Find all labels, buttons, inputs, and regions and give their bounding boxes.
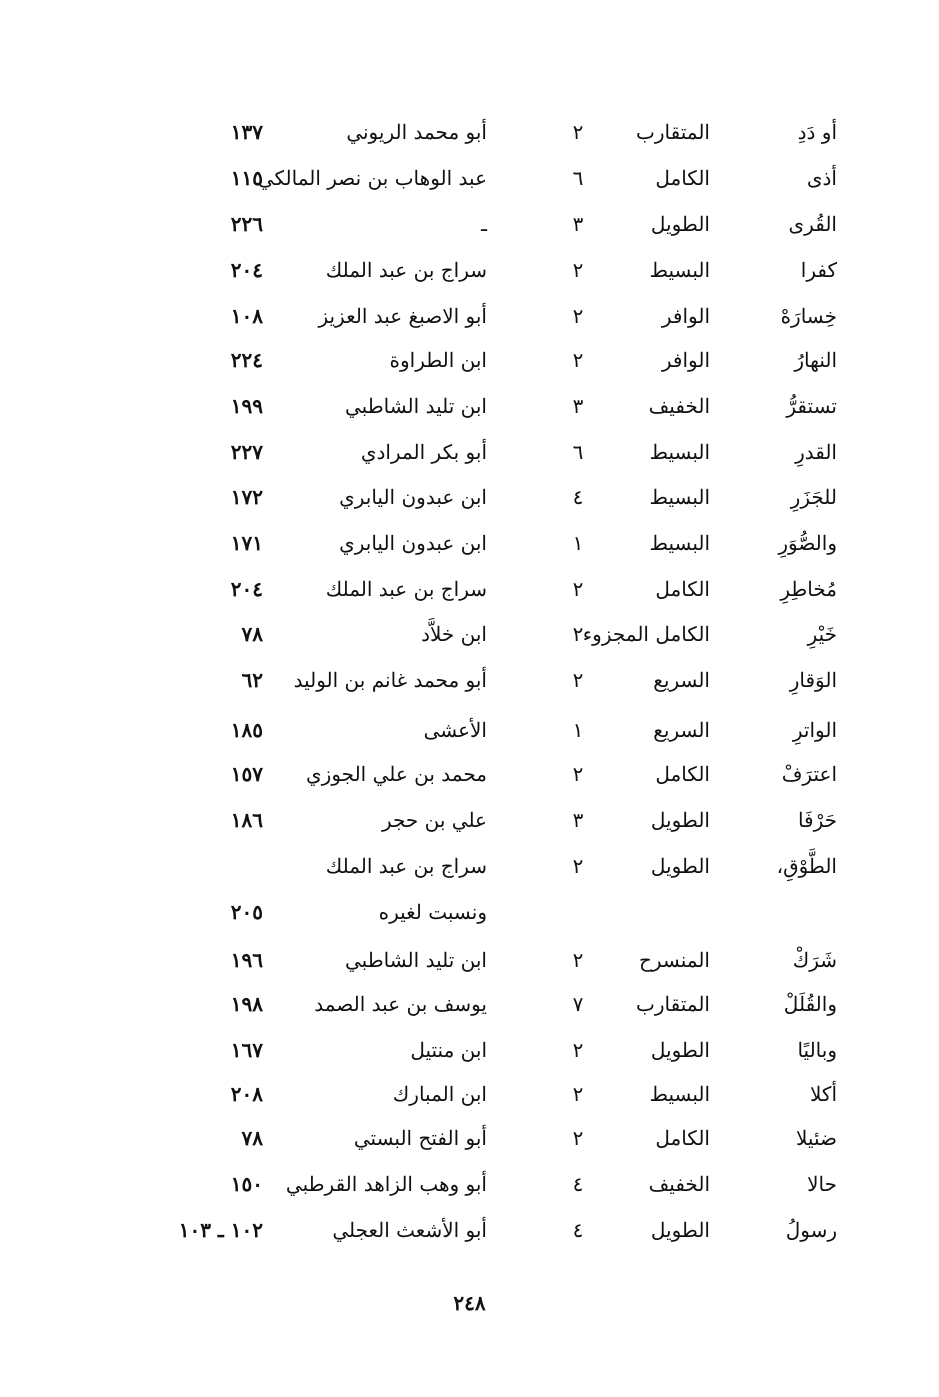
verse-count: ٦ xyxy=(572,166,584,190)
meter-name: البسيط xyxy=(649,440,710,464)
rhyme-word: وباليًا xyxy=(797,1038,837,1062)
meter-name: الكامل المجزوء xyxy=(582,622,710,646)
meter-name: الكامل xyxy=(655,166,710,190)
meter-name: البسيط xyxy=(649,1082,710,1106)
rhyme-word: ضئيلا xyxy=(796,1126,837,1150)
verse-count: ٢ xyxy=(572,948,584,972)
table-row xyxy=(0,710,939,750)
page-number: ٢٤٨ xyxy=(453,1291,486,1315)
meter-name: البسيط xyxy=(649,485,710,509)
meter-name: الكامل xyxy=(655,577,710,601)
table-row xyxy=(0,296,939,336)
verse-count: ٢ xyxy=(572,1038,584,1062)
meter-name: المنسرح xyxy=(638,948,710,972)
verse-count: ٤ xyxy=(572,1218,584,1242)
meter-name: السريع xyxy=(653,668,710,692)
meter-name: الخفيف xyxy=(648,394,710,418)
poet-name: ـ xyxy=(481,212,487,236)
rhyme-word: القُرى xyxy=(788,212,837,236)
table-row xyxy=(0,754,939,794)
rhyme-word: الوَقارِ xyxy=(789,668,837,692)
verse-count: ٢ xyxy=(572,577,584,601)
rhyme-word: حَرْفَا xyxy=(797,808,837,832)
rhyme-word: كفرا xyxy=(800,258,837,282)
page-reference: ١٥٠ xyxy=(230,1172,263,1196)
poet-name: ابن منتيل xyxy=(410,1038,487,1062)
poet-name: أبو محمد الريوني xyxy=(346,120,487,144)
page-reference: ١١٥ xyxy=(230,166,263,190)
verse-count: ٢ xyxy=(572,120,584,144)
poet-name: علي بن حجر xyxy=(381,808,487,832)
verse-count: ٢ xyxy=(572,348,584,372)
rhyme-word: اعترَفْ xyxy=(781,762,837,786)
rhyme-word: النهارُ xyxy=(794,348,837,372)
verse-count: ٢ xyxy=(572,1126,584,1150)
rhyme-word: القدرِ xyxy=(795,440,837,464)
table-row xyxy=(0,569,939,609)
table-row xyxy=(0,386,939,426)
table-row xyxy=(0,340,939,380)
page-reference: ١٧١ xyxy=(230,531,263,555)
rhyme-word: والصُّوَرِ xyxy=(778,531,837,555)
table-row xyxy=(0,250,939,290)
poet-name: محمد بن علي الجوزي xyxy=(306,762,487,786)
meter-name: الخفيف xyxy=(648,1172,710,1196)
poet-name: أبو بكر المرادي xyxy=(360,440,487,464)
page-reference: ٦٢ xyxy=(241,668,263,692)
page-reference: ١٧٢ xyxy=(230,485,263,509)
page-reference: ٢٠٤ xyxy=(230,577,263,601)
page-reference: ١٨٥ xyxy=(230,718,263,742)
page-reference: ٢٢٤ xyxy=(230,348,263,372)
poet-name: ابن عبدون اليابري xyxy=(339,485,487,509)
rhyme-word: الواترِ xyxy=(792,718,837,742)
verse-count: ٣ xyxy=(572,808,584,832)
poet-name: يوسف بن عبد الصمد xyxy=(314,992,487,1016)
rhyme-word: أكلا xyxy=(809,1082,837,1106)
meter-name: الطويل xyxy=(650,854,710,878)
poet-name: ابن خلاَّد xyxy=(421,622,487,646)
page-reference: ١٩٦ xyxy=(230,948,263,972)
verse-count: ٤ xyxy=(572,1172,584,1196)
page-reference: ٢٢٧ xyxy=(230,440,263,464)
rhyme-word: خَيْرِ xyxy=(807,622,837,646)
table-row xyxy=(0,204,939,244)
verse-count: ٣ xyxy=(572,394,584,418)
meter-name: المتقارب xyxy=(636,992,710,1016)
rhyme-word: أو دَدِ xyxy=(797,120,837,144)
page-reference: ٢٢٦ xyxy=(230,212,263,236)
table-row xyxy=(0,984,939,1024)
verse-count: ٤ xyxy=(572,485,584,509)
page-reference: ١٥٧ xyxy=(230,762,263,786)
page-reference: ٢٠٥ xyxy=(230,900,263,924)
page-reference: ١٠٨ xyxy=(230,304,263,328)
poet-name: أبو الفتح البستي xyxy=(353,1126,487,1150)
rhyme-word: والقُلَلْ xyxy=(783,992,837,1016)
verse-count xyxy=(565,892,591,932)
verse-count: ٢ xyxy=(572,1082,584,1106)
meter-name: الطويل xyxy=(650,1038,710,1062)
poet-name: أبو محمد غانم بن الوليد xyxy=(293,668,487,692)
verse-count: ٢ xyxy=(572,304,584,328)
table-row xyxy=(0,523,939,563)
page-reference xyxy=(93,846,263,886)
rhyme-word xyxy=(747,892,837,932)
table-row xyxy=(0,614,939,654)
poet-name: ابن عبدون اليابري xyxy=(339,531,487,555)
poet-name: أبو الأشعث العجلي xyxy=(332,1218,487,1242)
page-reference: ١٣٧ xyxy=(230,120,263,144)
page-reference: ٧٨ xyxy=(241,1126,263,1150)
verse-count: ٦ xyxy=(572,440,584,464)
meter-name: الكامل xyxy=(655,762,710,786)
page-reference: ١٠٢ ـ ١٠٣ xyxy=(178,1218,263,1242)
page-reference: ١٦٧ xyxy=(230,1038,263,1062)
table-row xyxy=(0,1030,939,1070)
table-row xyxy=(0,112,939,152)
table-row xyxy=(0,158,939,198)
verse-count: ٢ xyxy=(572,668,584,692)
poet-name: أبو وهب الزاهد القرطبي xyxy=(285,1172,487,1196)
table-row xyxy=(0,1118,939,1158)
meter-name: الكامل xyxy=(655,1126,710,1150)
meter-name: المتقارب xyxy=(636,120,710,144)
poet-name: ابن تليد الشاطبي xyxy=(345,394,487,418)
verse-count: ٢ xyxy=(572,854,584,878)
table-row xyxy=(0,892,939,932)
meter-name: الطويل xyxy=(650,1218,710,1242)
poet-name: ابن الطراوة xyxy=(389,348,487,372)
table-row xyxy=(0,1164,939,1204)
poet-name: ابن المبارك xyxy=(392,1082,487,1106)
verse-count: ١ xyxy=(572,718,584,742)
table-row xyxy=(0,660,939,700)
poet-name: سراج بن عبد الملك xyxy=(325,577,487,601)
rhyme-word: مُخاطِرِ xyxy=(780,577,837,601)
poet-name: سراج بن عبد الملك xyxy=(325,854,487,878)
table-row xyxy=(0,1074,939,1114)
poet-name: عبد الوهاب بن نصر المالكي xyxy=(257,166,487,190)
meter-name: الوافر xyxy=(661,348,710,372)
table-row xyxy=(0,1210,939,1250)
rhyme-word: حالا xyxy=(807,1172,837,1196)
table-row xyxy=(0,940,939,980)
page-reference: ٧٨ xyxy=(241,622,263,646)
page-reference: ١٩٩ xyxy=(230,394,263,418)
meter-name: الطويل xyxy=(650,808,710,832)
table-row xyxy=(0,846,939,886)
page-reference: ٢٠٨ xyxy=(230,1082,263,1106)
poet-name: أبو الاصبغ عبد العزيز xyxy=(318,304,487,328)
meter-name: البسيط xyxy=(649,531,710,555)
meter-name: الطويل xyxy=(650,212,710,236)
meter-name: السريع xyxy=(653,718,710,742)
rhyme-word: تستقرُّ xyxy=(786,394,837,418)
verse-count: ٧ xyxy=(572,992,584,1016)
poet-name: ابن تليد الشاطبي xyxy=(345,948,487,972)
page-reference: ٢٠٤ xyxy=(230,258,263,282)
rhyme-word: الطَّوْقِ، xyxy=(776,854,837,878)
rhyme-word: أذى xyxy=(806,166,837,190)
verse-count: ٢ xyxy=(572,762,584,786)
rhyme-word: للجَزَرِ xyxy=(790,485,837,509)
verse-count: ١ xyxy=(572,531,584,555)
verse-count: ٢ xyxy=(572,622,584,646)
page-reference: ١٩٨ xyxy=(230,992,263,1016)
rhyme-word: شَرَكْ xyxy=(792,948,837,972)
poet-name: الأعشى xyxy=(423,718,487,742)
verse-count: ٣ xyxy=(572,212,584,236)
verse-count: ٢ xyxy=(572,258,584,282)
table-row xyxy=(0,432,939,472)
rhyme-word: خِسارَهْ xyxy=(780,304,837,328)
table-row xyxy=(0,800,939,840)
poet-name: سراج بن عبد الملك xyxy=(325,258,487,282)
rhyme-word: رسولُ xyxy=(785,1218,837,1242)
meter-name: الوافر xyxy=(661,304,710,328)
meter-name: البسيط xyxy=(649,258,710,282)
page-reference: ١٨٦ xyxy=(230,808,263,832)
poet-name: ونسبت لغيره xyxy=(378,900,487,924)
table-row xyxy=(0,477,939,517)
